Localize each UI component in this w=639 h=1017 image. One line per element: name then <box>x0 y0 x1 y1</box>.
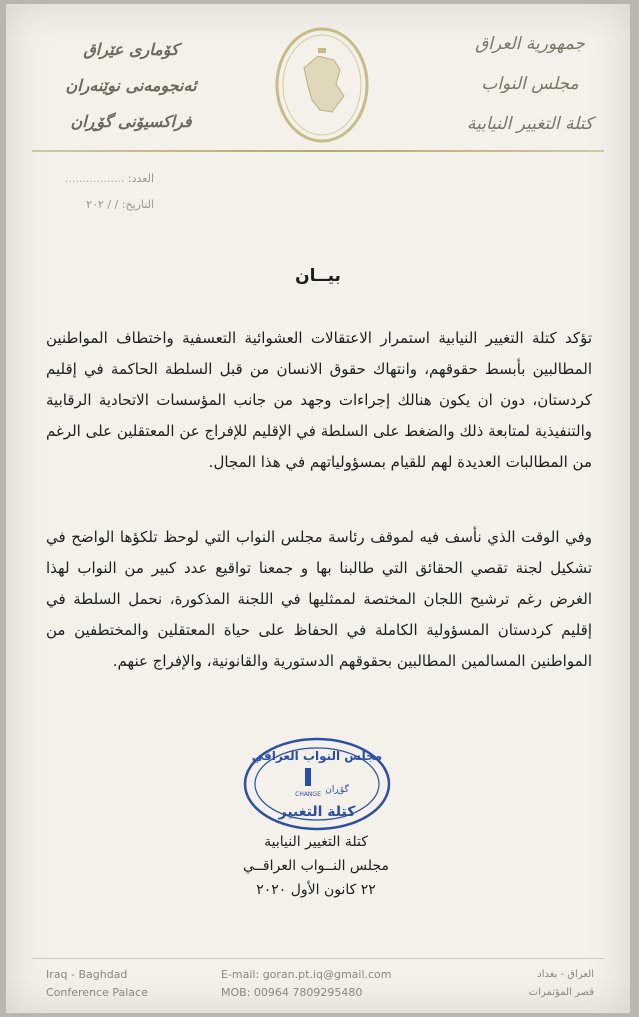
letterhead-arabic-line: مجلس النواب <box>481 74 579 94</box>
reference-number-label: العدد: <box>127 172 154 185</box>
reference-block <box>65 166 154 218</box>
footer-contact <box>221 966 392 1002</box>
footer-mobile: MOB: 00964 7809295480 <box>221 986 363 999</box>
letterhead-kurdish-line: فراکسیۆنی گۆڕان <box>70 112 192 131</box>
footer-arabic-address <box>529 966 594 1002</box>
reference-date-value: / / ٢٠٢ <box>86 198 119 211</box>
letterhead-divider <box>32 150 604 152</box>
reference-number: العدد: ................. <box>64 172 154 185</box>
footer-arabic-line: قصر المؤتمرات <box>528 987 594 998</box>
footer-divider <box>32 958 604 959</box>
letterhead-kurdish-line: ئەنجومەنی نوێنەران <box>65 76 197 95</box>
footer-email: E-mail: goran.pt.iq@gmail.com <box>221 968 392 981</box>
reference-date <box>65 192 154 218</box>
document-title: بيــان <box>295 266 341 286</box>
letterhead-kurdish <box>36 32 226 140</box>
letterhead-kurdish-line: کۆماری عێراق <box>83 40 179 59</box>
stamp-kurdish-text: گۆڕان <box>325 785 349 795</box>
footer-address <box>46 966 148 1002</box>
letter-sheet <box>6 4 630 1013</box>
signature-council-name: مجلس النــواب العراقــي <box>243 858 389 874</box>
stamp-latin-text: CHANGE <box>295 791 321 798</box>
official-stamp <box>242 736 392 832</box>
signature-block <box>216 830 416 902</box>
letterhead-arabic-line: كتلة التغيير النيابية <box>467 114 593 134</box>
footer-address-line: Iraq - Baghdad <box>46 968 128 981</box>
stamp-ring-text: مجلس النواب العراقي <box>251 749 383 763</box>
footer-address-line: Conference Palace <box>46 986 148 999</box>
statement-paragraph-2: وفي الوقت الذي نأسف فيه لموقف رئاسة مجلس النواب التي لوحظ تلكؤها الواضح في تشكيل لجنة تقصي الحقائق التي طالبنا بها و جمعنا تواقيع عدد كبير من النواب لهذا الغرض رغم ترشيح اللجان المختصة لممثليها في اللجنة المذكورة، نحمل السلطة في إقليم كردستان المسؤولية الكاملة في الحفاظ على حياة المعتقلين والمختطفين من المواطنين المسالمين المطالبين بحقوقهم الدستورية والقانونية، والإفراج عنهم. <box>46 528 592 670</box>
signature-date: ٢٢ كانون الأول ٢٠٢٠ <box>256 882 376 898</box>
iraq-parliament-emblem-icon <box>274 26 370 144</box>
stamp-tower-icon <box>305 768 311 786</box>
letterhead-arabic <box>450 24 610 144</box>
reference-date-label: التاريخ: <box>121 198 154 211</box>
statement-paragraph-1: تؤكد كتلة التغيير النيابية استمرار الاعتقالات العشوائية التعسفية واختطاف المواطنين المطالبين بأبسط حقوقهم، وانتهاك حقوق الانسان من قبل السلطة الحاكمة في إقليم كردستان، دون ان يكون هنالك إجراءات وجهد من جانب المؤسسات الاتحادية الرقابية والتنفيذية لمتابعة ذلك والضغط على السلطة في الإقليم للإفراج عن المعتقلين على الرغم من المطالبات العديدة لهم للقيام بمسؤولياتهم في هذا المجال. <box>46 329 592 471</box>
signature-bloc-name: كتلة التغيير النيابية <box>264 834 368 850</box>
stamp-bottom-text: كتلة التغيير <box>278 804 356 820</box>
footer-arabic-line: العراق - بغداد <box>537 969 594 980</box>
letterhead-arabic-line: جمهورية العراق <box>475 34 585 54</box>
